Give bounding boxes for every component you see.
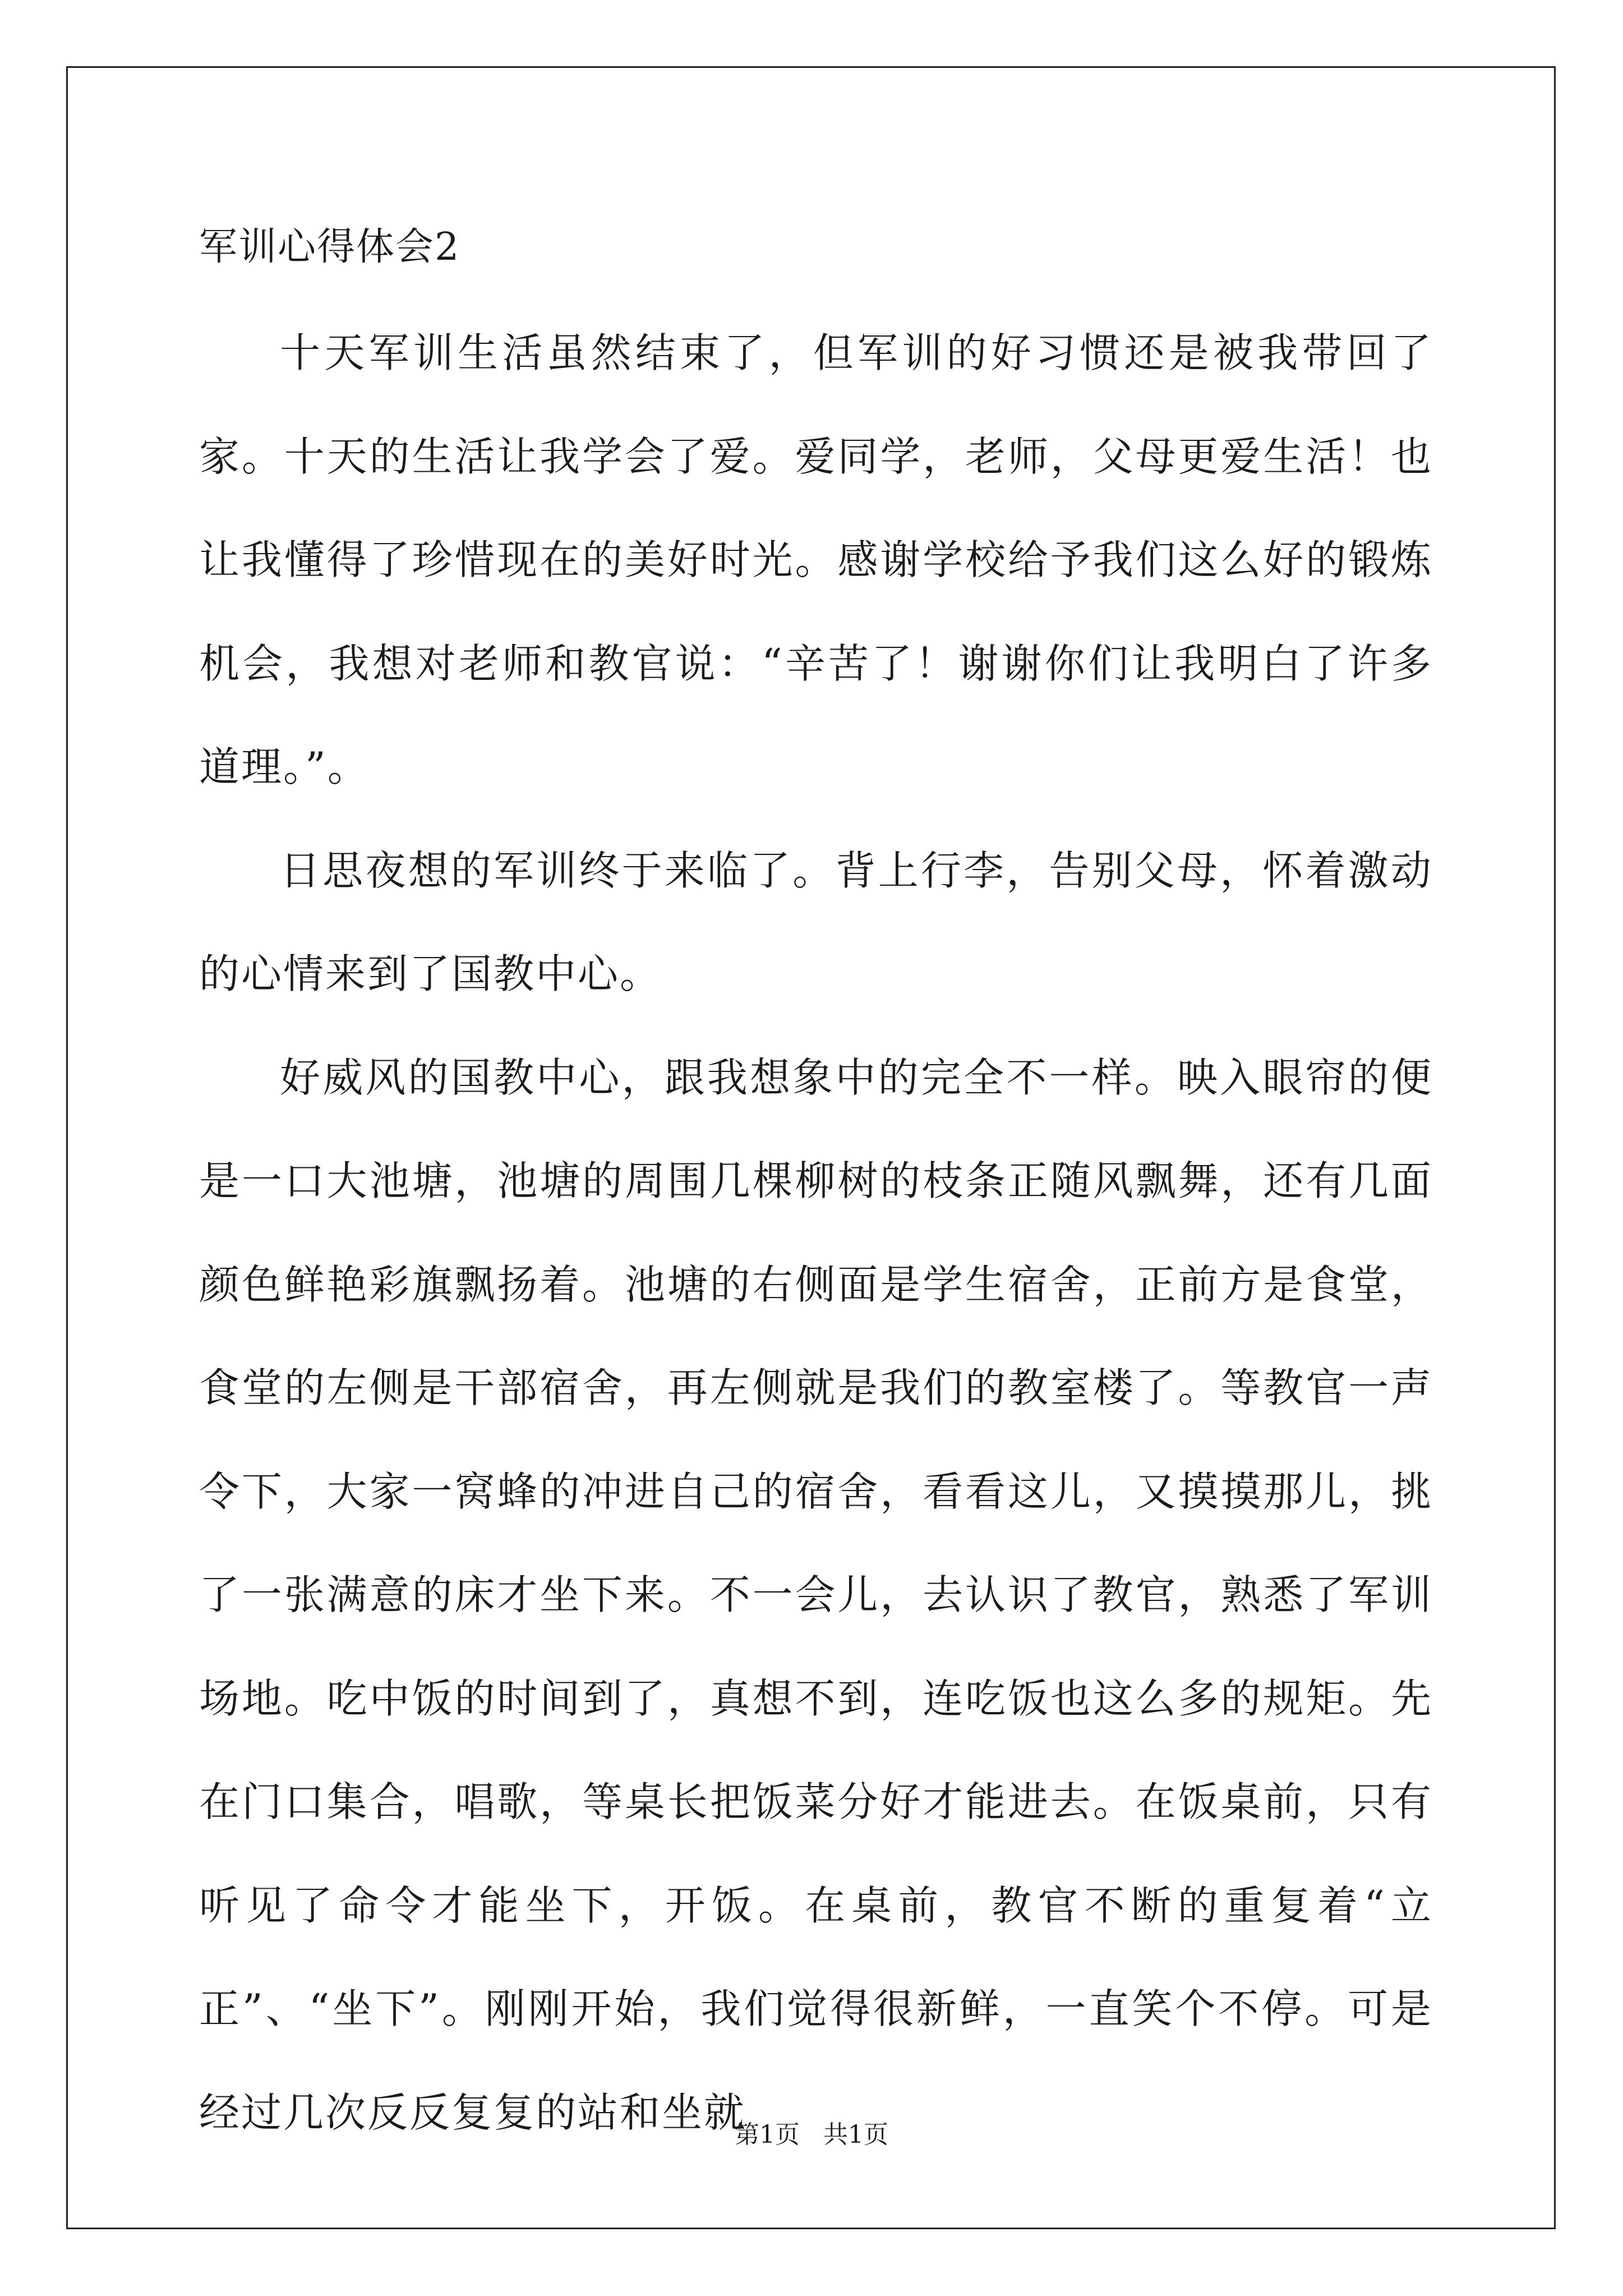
document-body: [199, 301, 1433, 2164]
page-number-footer: 第1页 共1页: [735, 2120, 888, 2149]
paragraph-2: 日思夜想的军训终于来临了。背上行李，告别父母，怀着激动的心情来到了国教中心。: [199, 846, 1433, 997]
document-title: 军训心得体会2: [199, 225, 460, 269]
paragraph-3: 好威风的国教中心，跟我想象中的完全不一样。映入眼帘的便是一口大池塘，池塘的周围几棵柳树的枝条正随风飘舞，还有几面颜色鲜艳彩旗飘扬着。池塘的右侧面是学生宿舍，正前方是食堂，食堂的左侧是干部宿舍，再左侧就是我们的教室楼了。等教官一声令下，大家一窝蜂的冲进自己的宿舍，看看这儿，又摸摸那儿，挑了一张满意的床才坐下来。不一会儿，去认识了教官，熟悉了军训场地。吃中饭的时间到了，真想不到，连吃饭也这么多的规矩。先在门口集合，唱歌，等桌长把饭菜分好才能进去。在饭桌前，只有听见了命令才能坐下，开饭。在桌前，教官不断的重复着“立正”、“坐下”。刚刚开始，我们觉得很新鲜，一直笑个不停。可是经过几次反反复复的站和坐就: [199, 1053, 1433, 2136]
paragraph-1: 十天军训生活虽然结束了，但军训的好习惯还是被我带回了家。十天的生活让我学会了爱。爱同学，老师，父母更爱生活！也让我懂得了珍惜现在的美好时光。感谢学校给予我们这么好的锻炼机会，我想对老师和教官说：“辛苦了！谢谢你们让我明白了许多道理。”。: [199, 329, 1433, 790]
